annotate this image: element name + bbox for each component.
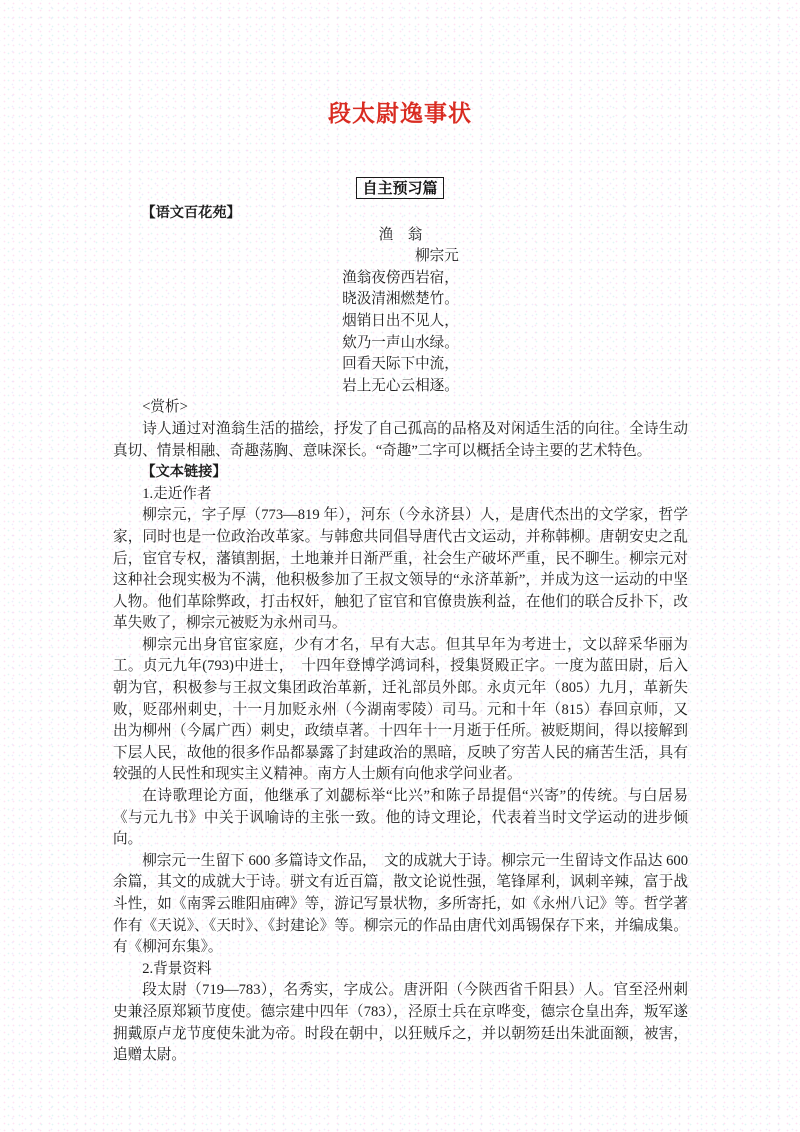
background-section-title: 2.背景资料 [142,960,212,977]
poem-line: 回看天际下中流， [342,356,459,373]
author-para: 在诗歌理论方面，他继承了刘勰标举“比兴”和陈子昂提倡“兴寄”的传统。与白居易《与元九书》中关于讽喻诗的主张一致。他的诗文理论，代表着当时文学运动的进步倾向。 [113,788,688,848]
document-body [113,203,688,1067]
badge-row [0,177,800,199]
poem-block [342,225,459,398]
poem-author: 柳宗元 [415,248,459,265]
author-para: 柳宗元出身官宦家庭，少有才名，早有大志。但其早年为考进士，文以辞采华丽为工。贞元九年(793)中进士， 十四年登博学鸿词科，授集贤殿正字。一度为蓝田尉，后入朝为官，积极参与王叔文集团政治革新，迁礼部员外郎。永贞元年（805）九月，革新失败，贬邵州刺史，十一月加贬永州（今湖南零陵）司马。元和十年（815）春回京师，又出为柳州（今属广西）刺史，政绩卓著。十四年十一月逝于任所。被贬期间，得以接解到下层人民，故他的很多作品都暴露了封建政治的黑暗，反映了穷苦人民的痛苦生活，具有较强的人民性和现实主义精神。南方人士颇有向他求学问业者。 [113,636,688,783]
huayuan-header: 【语文百花苑】 [141,205,241,221]
wenben-header: 【文本链接】 [141,464,227,481]
poem-title: 渔 翁 [378,226,423,243]
author-para: 柳宗元一生留下 600 多篇诗文作品， 文的成就大于诗。柳宗元一生留诗文作品达 600 余篇，其文的成就大于诗。骈文有近百篇，散文论说性强，笔锋犀利，讽刺辛辣，富于战斗性，如《南霁云睢阳庙碑》等，游记写景状物，多所寄托，如《永州八记》等。哲学著作有《天说》、《天时》、《封建论》等。柳宗元的作品由唐代刘禹锡保存下来，并编成集。有《柳河东集》。 [113,852,688,956]
poem-line: 烟销日出不见人， [342,312,459,329]
page-title: 段太尉逸事状 [328,101,472,127]
poem-line: 岩上无心云相逐。 [342,377,459,394]
author-section-title: 1.走近作者 [142,485,212,502]
poem-line: 欸乃一声山水绿。 [342,334,459,351]
section-badge: 自主预习篇 [356,177,443,199]
shangxi-header: <赏析> [142,399,188,416]
background-text: 段太尉（719—783），名秀实，字成公。唐汧阳（今陕西省千阳县）人。官至泾州刺史兼泾原郑颖节度使。德宗建中四年（783），泾原士兵在京哗变，德宗仓皇出奔，叛军遂拥戴原卢龙节度使朱泚为帝。时段在朝中，以狂贼斥之，并以朝笏廷出朱泚面额，被害，追赠太尉。 [113,982,688,1064]
author-para: 柳宗元，字子厚（773—819 年），河东（今永济县）人，是唐代杰出的文学家，哲学家，同时也是一位政治改革家。与韩愈共同倡导唐代古文运动，并称韩柳。唐朝安史之乱后，宦官专权，藩镇割据，土地兼并日渐严重，社会生产破坏严重，民不聊生。柳宗元对这种社会现实极为不满，他积极参加了王叔文领导的“永济革新”，并成为这一运动的中坚人物。他们革除弊政，打击权奸，触犯了宦官和官僚贵族利益，在他们的联合反扑下，改革失败了，柳宗元被贬为永州司马。 [113,507,688,632]
shangxi-text: 诗人通过对渔翁生活的描绘，抒发了自己孤高的品格及对闲适生活的向往。全诗生动真切、情景相融、奇趣荡胸、意味深长。“奇趣”二字可以概括全诗主要的艺术特色。 [113,420,688,459]
poem-line: 渔翁夜傍西岩宿， [342,269,459,286]
poem-line: 晓汲清湘燃楚竹。 [342,291,459,308]
